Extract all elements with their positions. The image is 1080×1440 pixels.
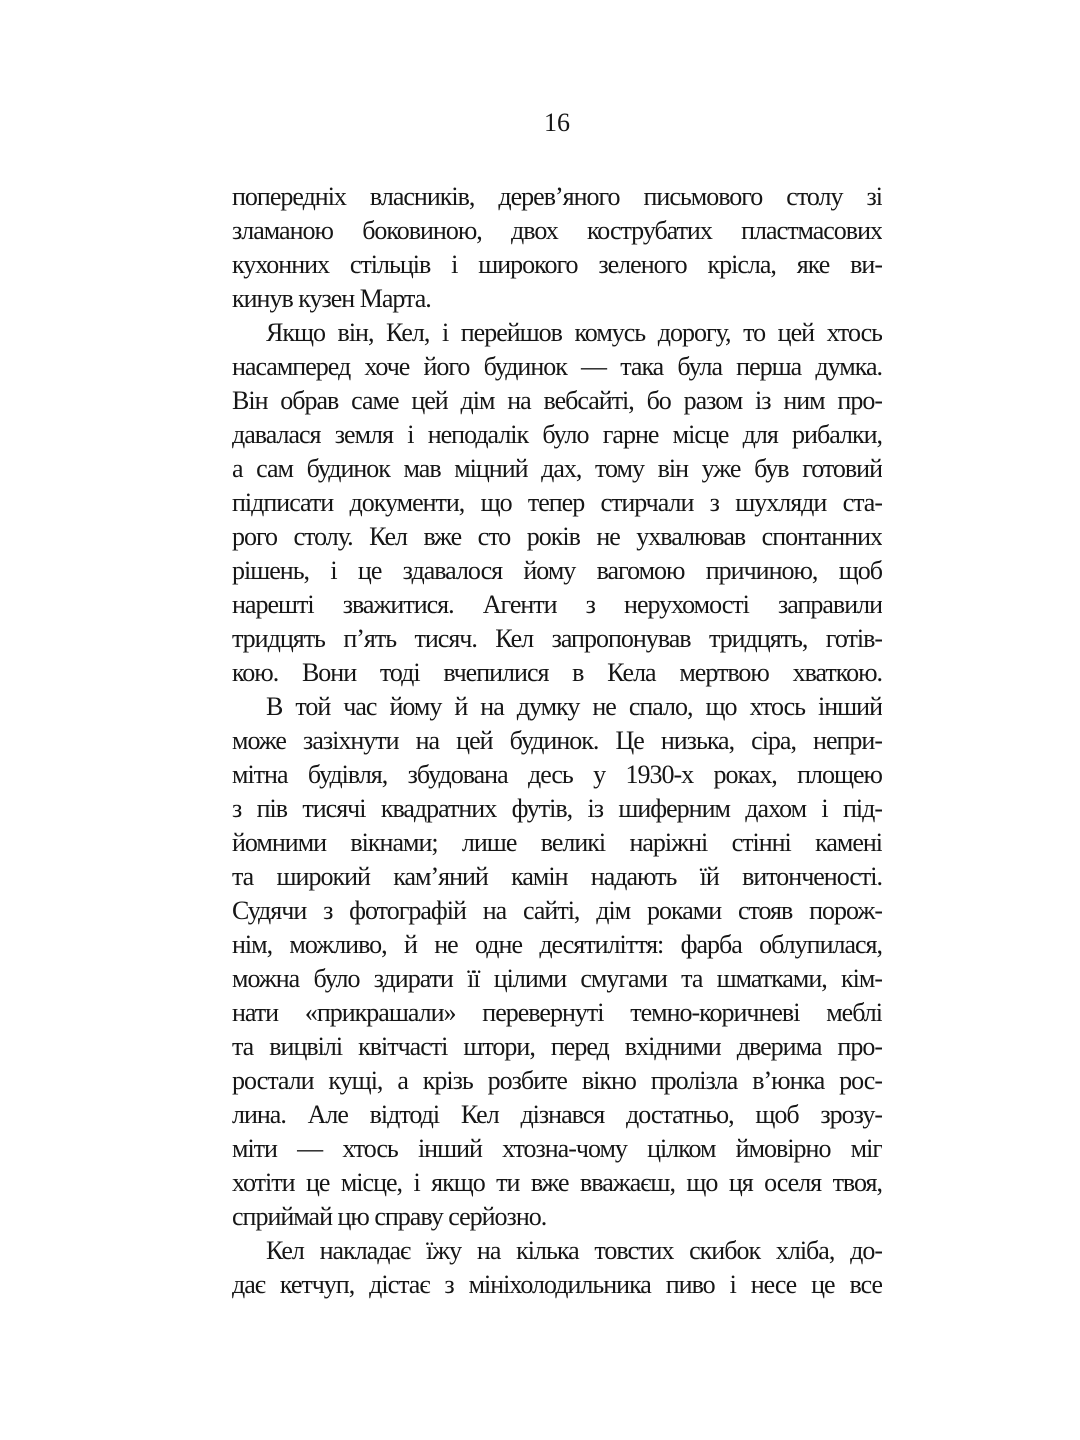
text-line: хотіти це місце, і якщо ти вже вважаєш, що ця оселя твоя, bbox=[232, 1168, 882, 1197]
paragraph bbox=[232, 180, 882, 316]
paragraph bbox=[232, 1234, 882, 1302]
text-line: тридцять п’ять тисяч. Кел запропонував тридцять, готів- bbox=[232, 624, 882, 653]
text-line: рого столу. Кел вже сто років не ухвалював спонтанних bbox=[232, 522, 882, 551]
text-line: рішень, і це здавалося йому вагомою причиною, щоб bbox=[232, 556, 882, 585]
text-block bbox=[232, 180, 882, 1302]
paragraph bbox=[232, 316, 882, 690]
text-line: ростали кущі, а крізь розбите вікно пролізла в’юнка рос- bbox=[232, 1066, 882, 1095]
text-line: лина. Але відтоді Кел дізнався достатньо, щоб зрозу- bbox=[232, 1100, 882, 1129]
text-line: міти — хтось інший хтозна-чому цілком ймовірно міг bbox=[232, 1134, 882, 1163]
text-line: Кел накладає їжу на кілька товстих скибок хліба, до- bbox=[266, 1236, 882, 1265]
text-line: нати «прикрашали» перевернуті темно-коричневі меблі bbox=[232, 998, 882, 1027]
text-line: Судячи з фотографій на сайті, дім роками стояв порож- bbox=[232, 896, 882, 925]
text-line: кинув кузен Марта. bbox=[232, 284, 431, 313]
text-line: В той час йому й на думку не спало, що хтось інший bbox=[266, 692, 882, 721]
text-line: та широкий кам’яний камін надають їй витонченості. bbox=[232, 862, 882, 891]
text-line: з пів тисячі квадратних футів, із шиферним дахом і під- bbox=[232, 794, 882, 823]
text-line: Якщо він, Кел, і перейшов комусь дорогу, то цей хтось bbox=[266, 318, 882, 347]
text-line: сприймай цю справу серйозно. bbox=[232, 1202, 547, 1231]
text-line: кою. Вони тоді вчепилися в Кела мертвою хваткою. bbox=[232, 658, 882, 687]
text-line: йомними вікнами; лише великі наріжні стінні камені bbox=[232, 828, 882, 857]
text-line: попередніх власників, дерев’яного письмового столу зі bbox=[232, 182, 882, 211]
text-line: може зазіхнути на цей будинок. Це низька, сіра, непри- bbox=[232, 726, 882, 755]
text-line: давалася земля і неподалік було гарне місце для рибалки, bbox=[232, 420, 882, 449]
paragraph bbox=[232, 690, 882, 1234]
page-number: 16 bbox=[544, 108, 570, 137]
text-line: дає кетчуп, дістає з мініхолодильника пиво і несе це все bbox=[232, 1270, 882, 1299]
text-line: а сам будинок мав міцний дах, тому він уже був готовий bbox=[232, 454, 882, 483]
text-line: нарешті зважитися. Агенти з нерухомості заправили bbox=[232, 590, 882, 619]
text-line: підписати документи, що тепер стирчали з шухляди ста- bbox=[232, 488, 882, 517]
text-line: зламаною боковиною, двох кострубатих пластмасових bbox=[232, 216, 882, 245]
text-line: можна було здирати її цілими смугами та шматками, кім- bbox=[232, 964, 882, 993]
text-line: Він обрав саме цей дім на вебсайті, бо разом із ним про- bbox=[232, 386, 882, 415]
text-line: та вицвілі квітчасті штори, перед вхідними дверима про- bbox=[232, 1032, 882, 1061]
text-line: насамперед хоче його будинок — така була перша думка. bbox=[232, 352, 882, 381]
text-line: мітна будівля, збудована десь у 1930-х роках, площею bbox=[232, 760, 882, 789]
text-line: кухонних стільців і широкого зеленого крісла, яке ви- bbox=[232, 250, 882, 279]
text-line: нім, можливо, й не одне десятиліття: фарба облупилася, bbox=[232, 930, 882, 959]
